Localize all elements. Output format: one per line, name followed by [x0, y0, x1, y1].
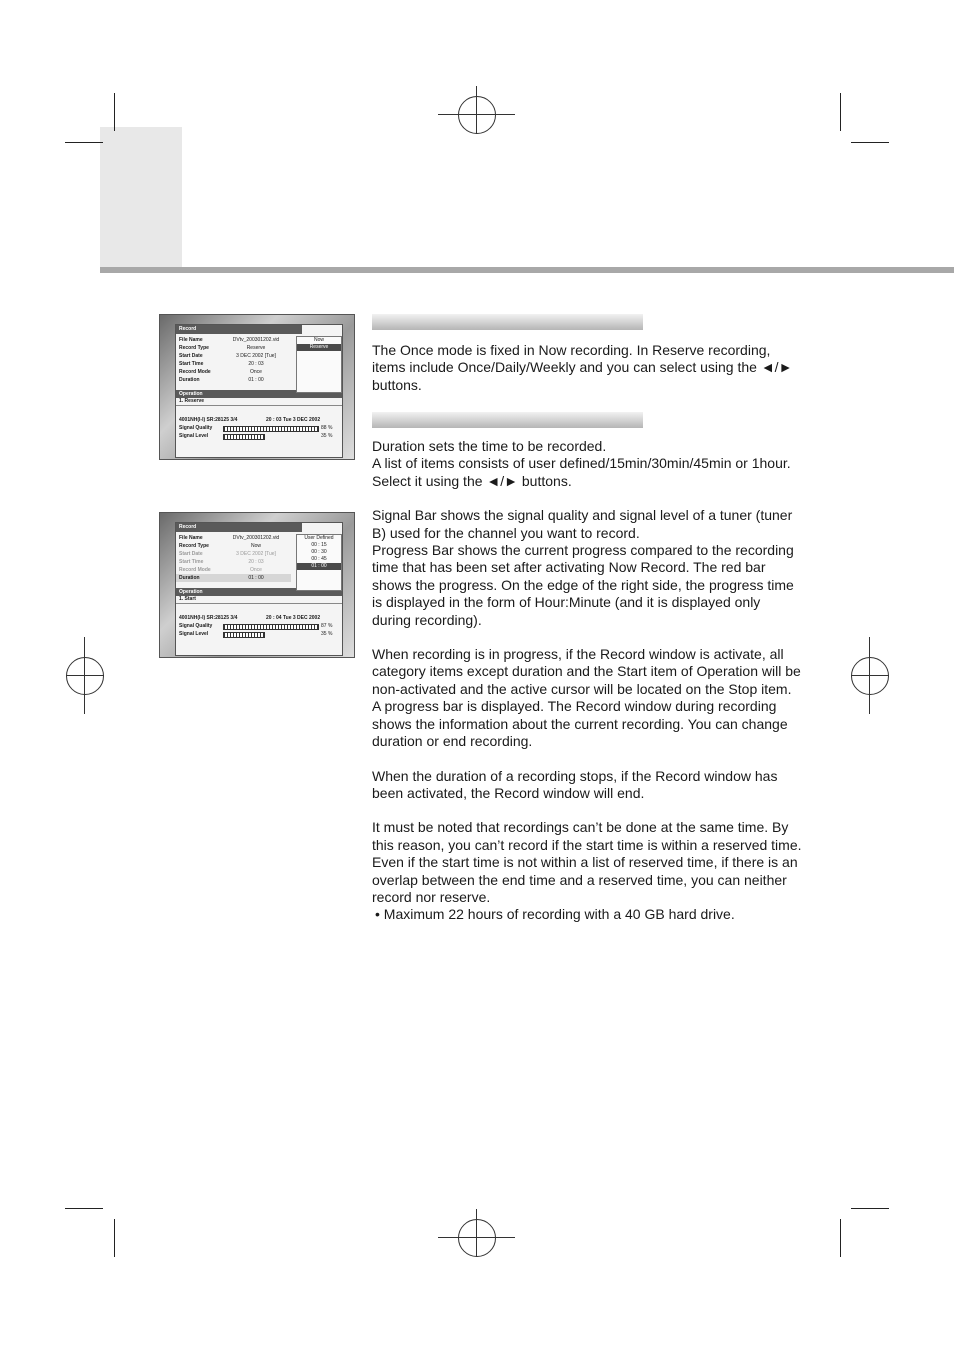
registration-mark-h	[66, 675, 104, 676]
crop-mark	[114, 93, 115, 131]
record-window-title: Record	[176, 523, 302, 532]
signal-level-value: 35 %	[321, 631, 333, 637]
record-screenshot-reserve	[159, 314, 355, 460]
record-mode-text: The Once mode is fixed in Now recording. In Reserve recording, items include Once/Daily/Weekly and you can select using the ◄/► buttons.	[372, 342, 793, 393]
signal-level-bar	[223, 632, 265, 638]
option-item: User Defined	[304, 535, 334, 541]
capacity-note: • Maximum 22 hours of recording with a 40 GB hard drive.	[375, 906, 735, 923]
field-value: Once	[250, 369, 262, 375]
field-label: Duration	[179, 575, 200, 581]
field-value: Now	[250, 543, 261, 549]
recording-in-progress-paragraph: When recording is in progress, if the Record window is activate, all category items except duration and the Start item of Operation will be non-activated and the active cursor will be located on the Stop item. A progress bar is displayed. The Record window during recording shows the information about the current recording. You can change duration or end recording.	[372, 646, 801, 750]
field-label: File Name	[179, 337, 203, 343]
field-label: Start Date	[179, 551, 203, 557]
record-window-title: Record	[176, 325, 302, 334]
record-field-row	[176, 574, 291, 582]
section-heading-bar-duration	[372, 412, 643, 428]
field-value: 3 DEC 2002 [Tue]	[236, 353, 276, 359]
option-item: Reserve	[297, 344, 341, 351]
field-label: Duration	[179, 377, 200, 383]
crop-mark	[851, 142, 889, 143]
crop-mark	[840, 93, 841, 131]
registration-mark-h	[851, 675, 889, 676]
option-list	[296, 336, 342, 393]
field-value: 3 DEC 2002 [Tue]	[236, 551, 276, 557]
section-heading-bar-record-mode	[372, 314, 643, 330]
duration-description	[372, 438, 802, 924]
signal-quality-label: Signal Quality	[179, 623, 213, 629]
signal-level-bar	[223, 434, 265, 440]
registration-mark	[851, 657, 889, 695]
crop-mark	[851, 1208, 889, 1209]
crop-mark	[114, 1219, 115, 1257]
field-label: Start Time	[179, 361, 204, 367]
registration-mark	[66, 657, 104, 695]
crop-mark	[65, 142, 103, 143]
signal-level-row	[176, 432, 342, 440]
record-window	[175, 522, 343, 656]
field-label: Record Mode	[179, 567, 211, 573]
field-label: Start Date	[179, 353, 203, 359]
channel-info	[176, 614, 342, 622]
recording-stop-paragraph: When the duration of a recording stops, if the Record window has been activated, the Record window will end.	[372, 767, 778, 801]
field-value: Reserve	[246, 345, 266, 351]
field-value: 20 : 03	[248, 361, 264, 367]
signal-quality-row	[176, 622, 342, 630]
field-value: 20 : 03	[248, 559, 264, 565]
option-list	[296, 534, 342, 591]
time-line: 20 : 04 Tue 3 DEC 2002	[266, 615, 321, 621]
channel-info	[176, 416, 342, 424]
time-line: 20 : 03 Tue 3 DEC 2002	[266, 417, 321, 423]
field-label: Start Time	[179, 559, 204, 565]
record-screenshot-now	[159, 512, 355, 658]
signal-level-value: 35 %	[321, 433, 333, 439]
registration-mark-v	[476, 1209, 477, 1257]
progress-bar-paragraph: Progress Bar shows the current progress compared to the recording time that has been set after activating Now Record. The red bar shows the progress. On the edge of the right side, the progress time is displayed in the form of Hour:Minute (and it is displayed only during recording).	[372, 542, 794, 628]
overlap-note-paragraph: It must be noted that recordings can’t be done at the same time. By this reason, you can’t record if the start time is within a reserved time. Even if the start time is not within a list of reserved time, if there is an overlap between the end time and a reserved time, you can neither record nor reserve.	[372, 819, 802, 905]
crop-mark	[65, 1208, 103, 1209]
field-value: Once	[250, 567, 262, 573]
chapter-tab	[100, 127, 182, 268]
field-value: DVtv_200301202.vid	[232, 337, 280, 343]
field-value: DVtv_200301202.vid	[232, 535, 280, 541]
field-value: 01 : 00	[248, 377, 264, 383]
option-item: 01 : 00	[297, 563, 341, 570]
signal-quality-value: 87 %	[321, 623, 333, 629]
registration-mark	[458, 1219, 496, 1257]
record-mode-description	[372, 342, 802, 394]
registration-mark	[458, 96, 496, 134]
signal-quality-row	[176, 424, 342, 432]
registration-mark-v	[869, 637, 870, 714]
field-value: 01 : 00	[248, 575, 264, 581]
signal-level-row	[176, 630, 342, 638]
duration-line-1: Duration sets the time to be recorded.	[372, 438, 607, 454]
operation-title: Operation	[176, 390, 342, 398]
option-item: Now	[313, 337, 324, 343]
registration-mark-v	[84, 637, 85, 714]
option-item: 00 : 15	[311, 542, 327, 548]
field-label: Record Mode	[179, 369, 211, 375]
operation-item: 1. Start	[176, 596, 342, 604]
option-item: 00 : 30	[311, 549, 327, 555]
channel-line: 4001NH(I-I) SR:28125 3/4	[179, 417, 238, 423]
field-label: Record Type	[179, 345, 209, 351]
option-item: 00 : 45	[311, 556, 327, 562]
field-label: File Name	[179, 535, 203, 541]
signal-bar-paragraph: Signal Bar shows the signal quality and signal level of a tuner (tuner B) used for the channel you want to record.	[372, 507, 793, 541]
operation-item: 1. Reserve	[176, 398, 342, 406]
registration-mark-v	[476, 86, 477, 134]
record-window	[175, 324, 343, 458]
signal-level-label: Signal Level	[179, 631, 209, 637]
signal-quality-label: Signal Quality	[179, 425, 213, 431]
field-label: Record Type	[179, 543, 209, 549]
channel-line: 4001NH(I-I) SR:28125 3/4	[179, 615, 238, 621]
crop-mark	[840, 1219, 841, 1257]
signal-level-label: Signal Level	[179, 433, 209, 439]
signal-quality-value: 88 %	[321, 425, 333, 431]
operation-title: Operation	[176, 588, 342, 596]
duration-line-2: A list of items consists of user defined/15min/30min/45min or 1hour. Select it using the ◄/► buttons.	[372, 455, 791, 489]
header-rule	[100, 267, 954, 273]
